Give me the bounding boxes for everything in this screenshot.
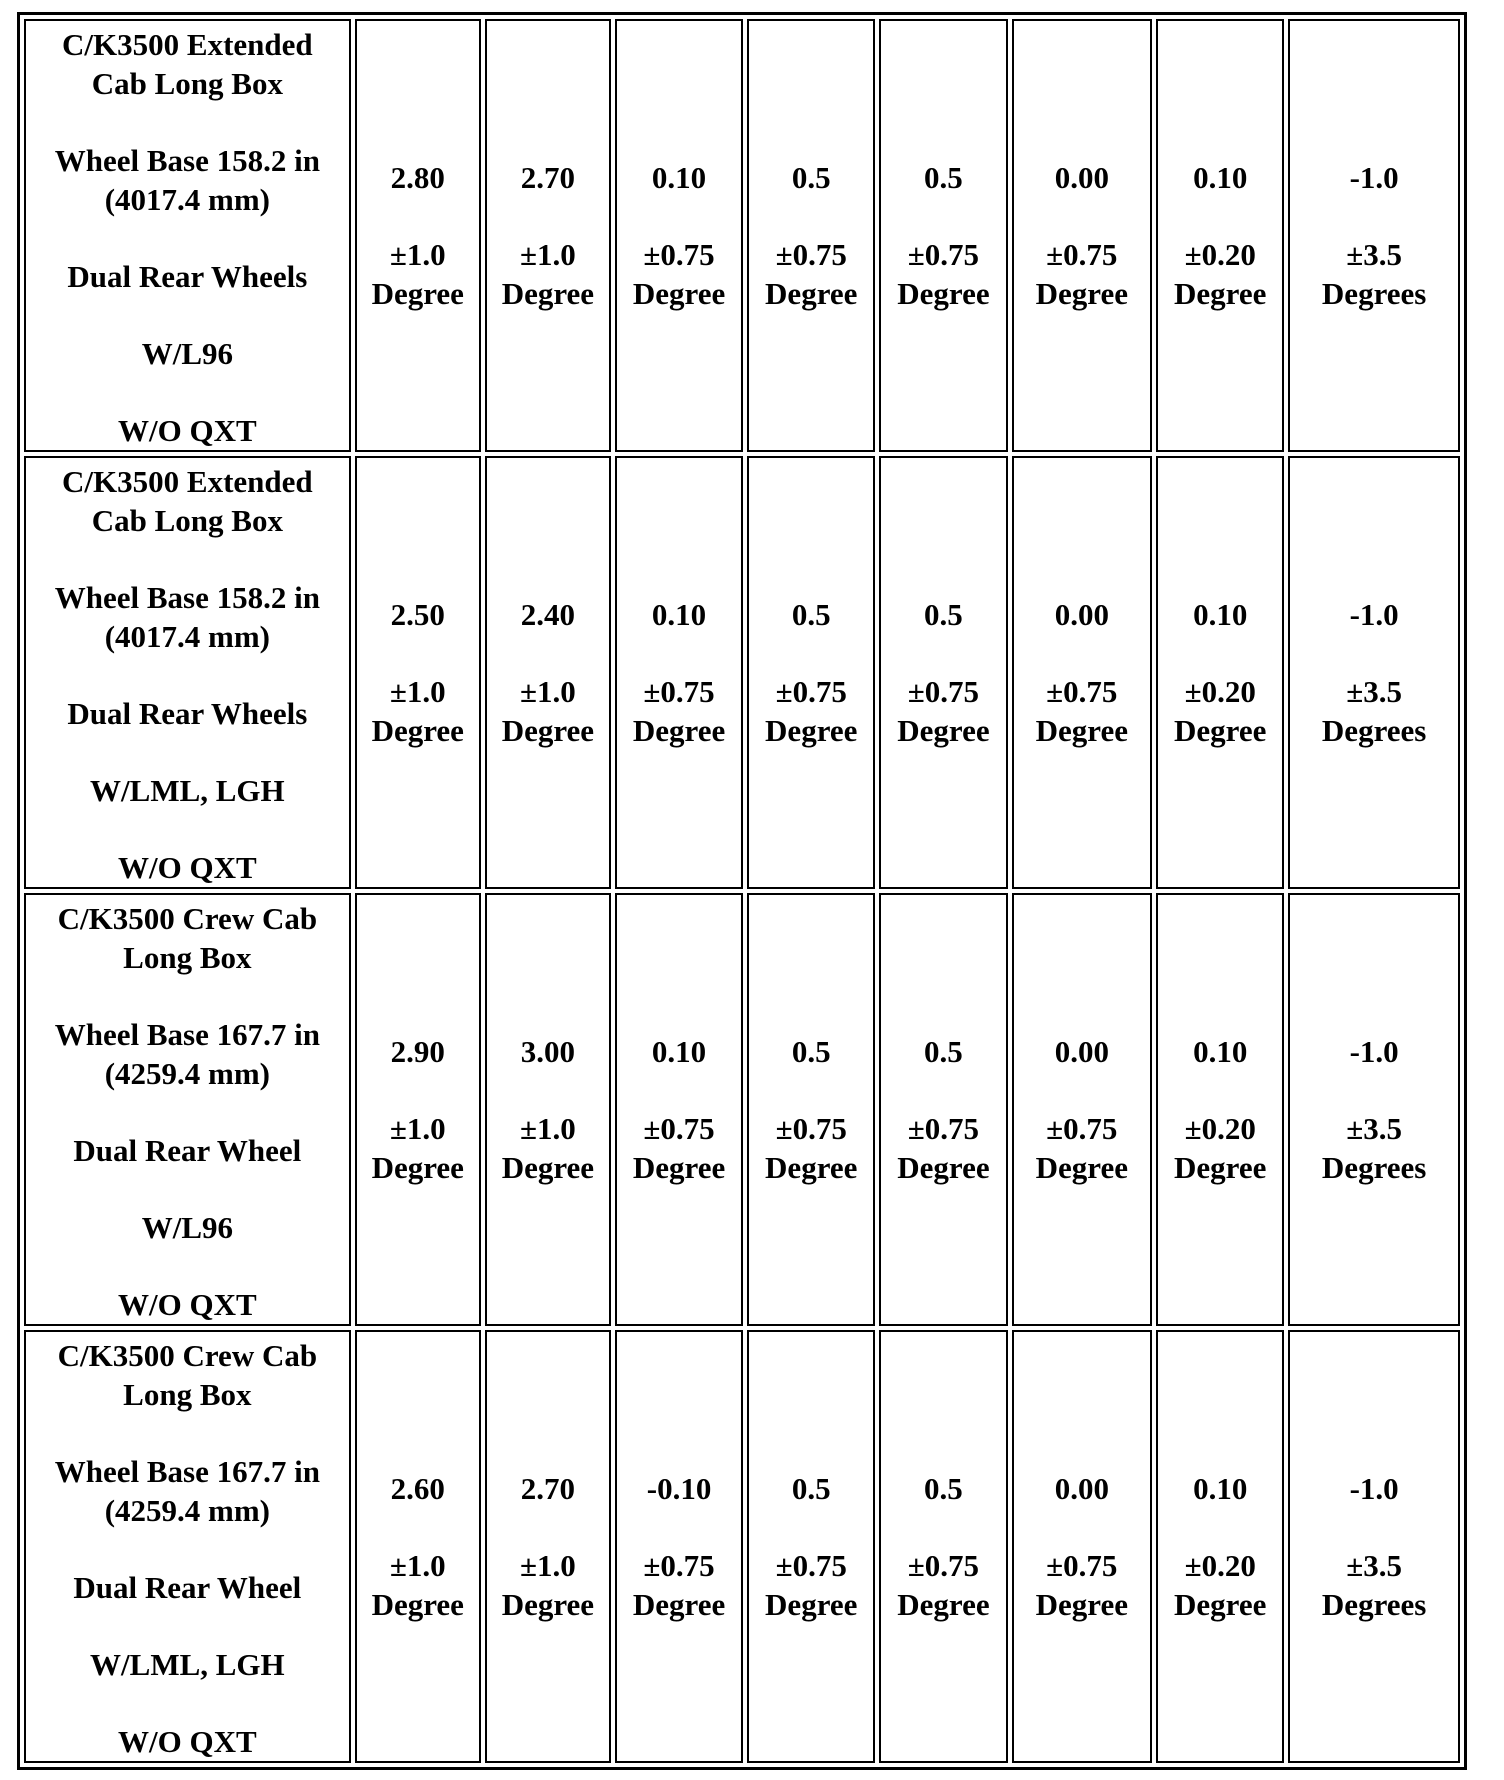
spec-unit: Degree — [371, 1150, 464, 1185]
spec-tolerance: ±3.5 — [1346, 1111, 1403, 1146]
spec-value: 2.40 — [520, 597, 576, 632]
model-cell — [24, 456, 351, 889]
model-title-line: Cab Long Box — [91, 503, 283, 538]
wheelbase-metric-line: (4017.4 mm) — [104, 619, 270, 654]
model-title-line: Cab Long Box — [91, 66, 283, 101]
spec-tolerance: ±0.20 — [1184, 674, 1256, 709]
engine-line: W/LML, LGH — [90, 773, 285, 808]
option-line: W/O QXT — [118, 413, 257, 448]
spec-unit: Degree — [501, 1150, 595, 1185]
spec-cell — [355, 456, 481, 889]
spec-value: 0.5 — [924, 1471, 963, 1506]
spec-value: 0.5 — [924, 597, 963, 632]
spec-tolerance: ±0.75 — [775, 674, 847, 709]
spec-value: 0.5 — [791, 597, 831, 632]
spec-cell — [485, 456, 611, 889]
spec-unit: Degree — [765, 713, 858, 748]
spec-cell — [485, 1330, 611, 1763]
spec-tolerance: ±0.75 — [907, 237, 980, 272]
spec-value: 0.10 — [651, 597, 707, 632]
spec-cell — [485, 19, 611, 452]
spec-tolerance: ±0.75 — [907, 1111, 980, 1146]
spec-cell — [1288, 456, 1460, 889]
spec-tolerance: ±1.0 — [389, 237, 446, 272]
spec-cell — [879, 1330, 1007, 1763]
spec-value: 2.90 — [390, 1034, 445, 1069]
spec-tolerance: ±0.75 — [1046, 237, 1118, 272]
spec-tolerance: ±0.75 — [643, 674, 715, 709]
spec-cell — [747, 1330, 875, 1763]
spec-unit: Degree — [632, 1150, 726, 1185]
spec-unit: Degree — [371, 1587, 464, 1622]
spec-cell — [615, 893, 743, 1326]
spec-value: 2.50 — [390, 597, 445, 632]
spec-value: -1.0 — [1349, 597, 1399, 632]
spec-tolerance: ±0.75 — [775, 1111, 847, 1146]
spec-unit: Degree — [1174, 1150, 1267, 1185]
spec-tolerance: ±0.75 — [907, 674, 980, 709]
spec-unit: Degree — [501, 713, 595, 748]
spec-value: 0.5 — [791, 1034, 831, 1069]
spec-value: -1.0 — [1349, 1034, 1399, 1069]
model-cell — [24, 1330, 351, 1763]
spec-tolerance: ±1.0 — [389, 1111, 446, 1146]
model-title-line: C/K3500 Extended — [62, 464, 313, 499]
spec-tolerance: ±0.75 — [1046, 674, 1118, 709]
spec-value: 2.70 — [520, 160, 576, 195]
spec-value: 0.5 — [924, 160, 963, 195]
spec-cell — [1288, 893, 1460, 1326]
spec-value: 0.10 — [651, 160, 707, 195]
table-row — [24, 19, 1460, 452]
spec-value: 0.5 — [791, 1471, 831, 1506]
spec-cell — [1288, 1330, 1460, 1763]
wheels-line: Dual Rear Wheel — [73, 1133, 302, 1168]
spec-cell — [879, 19, 1007, 452]
spec-unit: Degree — [1174, 1587, 1267, 1622]
model-cell — [24, 893, 351, 1326]
spec-value: 0.10 — [1193, 1471, 1248, 1506]
option-line: W/O QXT — [118, 850, 257, 885]
wheelbase-metric-line: (4259.4 mm) — [104, 1493, 270, 1528]
spec-cell — [1012, 893, 1153, 1326]
spec-tolerance: ±3.5 — [1346, 1548, 1403, 1583]
wheels-line: Dual Rear Wheel — [73, 1570, 302, 1605]
engine-line: W/L96 — [141, 336, 233, 371]
spec-tolerance: ±0.75 — [1046, 1548, 1118, 1583]
spec-tolerance: ±1.0 — [389, 674, 446, 709]
spec-cell — [1156, 456, 1284, 889]
spec-unit: Degree — [897, 1587, 990, 1622]
wheels-line: Dual Rear Wheels — [67, 259, 308, 294]
spec-value: 0.00 — [1054, 1034, 1109, 1069]
spec-value: 2.70 — [520, 1471, 576, 1506]
spec-cell — [879, 456, 1007, 889]
spec-value: 0.5 — [791, 160, 831, 195]
spec-tolerance: ±1.0 — [389, 1548, 446, 1583]
spec-cell — [615, 19, 743, 452]
spec-value: -1.0 — [1349, 1471, 1399, 1506]
model-title-line: C/K3500 Crew Cab — [57, 901, 318, 936]
spec-tolerance: ±1.0 — [520, 1548, 576, 1583]
spec-unit: Degree — [1174, 713, 1267, 748]
spec-value: 0.10 — [651, 1034, 707, 1069]
model-title-line: C/K3500 Crew Cab — [57, 1338, 318, 1373]
wheelbase-line: Wheel Base 167.7 in — [54, 1454, 320, 1489]
spec-unit: Degree — [501, 276, 595, 311]
wheelbase-metric-line: (4259.4 mm) — [104, 1056, 270, 1091]
spec-cell — [355, 19, 481, 452]
spec-value: 0.00 — [1054, 597, 1109, 632]
spec-unit: Degree — [1035, 276, 1128, 311]
spec-cell — [1012, 456, 1153, 889]
spec-unit: Degree — [1174, 276, 1267, 311]
spec-value: 2.80 — [390, 160, 445, 195]
table-row — [24, 1330, 1460, 1763]
wheelbase-line: Wheel Base 167.7 in — [54, 1017, 320, 1052]
spec-cell — [747, 456, 875, 889]
spec-unit: Degrees — [1321, 276, 1427, 311]
spec-value: 0.10 — [1193, 597, 1248, 632]
spec-unit: Degree — [371, 276, 464, 311]
wheelbase-line: Wheel Base 158.2 in — [54, 580, 320, 615]
spec-tolerance: ±0.75 — [775, 237, 847, 272]
spec-cell — [879, 893, 1007, 1326]
engine-line: W/L96 — [141, 1210, 233, 1245]
model-cell — [24, 19, 351, 452]
spec-value: -1.0 — [1349, 160, 1399, 195]
spec-cell — [1156, 893, 1284, 1326]
wheels-line: Dual Rear Wheels — [67, 696, 308, 731]
spec-tolerance: ±0.75 — [907, 1548, 980, 1583]
spec-cell — [355, 1330, 481, 1763]
spec-cell — [1288, 19, 1460, 452]
spec-unit: Degrees — [1321, 1150, 1427, 1185]
table-row — [24, 893, 1460, 1326]
spec-unit: Degree — [632, 276, 726, 311]
model-title-line: Long Box — [123, 940, 252, 975]
spec-unit: Degree — [1035, 1150, 1128, 1185]
spec-value: 0.10 — [1193, 1034, 1248, 1069]
spec-value: 0.00 — [1054, 1471, 1109, 1506]
spec-cell — [485, 893, 611, 1326]
spec-tolerance: ±0.20 — [1184, 1111, 1256, 1146]
option-line: W/O QXT — [118, 1287, 257, 1322]
table-row — [24, 456, 1460, 889]
spec-value: 0.5 — [924, 1034, 963, 1069]
spec-unit: Degree — [632, 713, 726, 748]
spec-tolerance: ±0.75 — [643, 237, 715, 272]
spec-tolerance: ±1.0 — [520, 674, 576, 709]
spec-cell — [1012, 1330, 1153, 1763]
spec-cell — [747, 19, 875, 452]
spec-value: 0.10 — [1193, 160, 1248, 195]
wheelbase-line: Wheel Base 158.2 in — [54, 143, 320, 178]
spec-tolerance: ±0.20 — [1184, 1548, 1256, 1583]
spec-tolerance: ±0.75 — [643, 1111, 715, 1146]
table-body — [24, 19, 1460, 1763]
spec-unit: Degree — [371, 713, 464, 748]
spec-unit: Degree — [1035, 1587, 1128, 1622]
spec-cell — [615, 456, 743, 889]
spec-unit: Degree — [1035, 713, 1128, 748]
engine-line: W/LML, LGH — [90, 1647, 285, 1682]
spec-tolerance: ±0.20 — [1184, 237, 1256, 272]
spec-value: 2.60 — [390, 1471, 445, 1506]
spec-value: -0.10 — [646, 1471, 712, 1506]
spec-unit: Degrees — [1321, 1587, 1427, 1622]
spec-tolerance: ±1.0 — [520, 237, 576, 272]
spec-cell — [615, 1330, 743, 1763]
wheelbase-metric-line: (4017.4 mm) — [104, 182, 270, 217]
spec-tolerance: ±0.75 — [775, 1548, 847, 1583]
spec-unit: Degree — [501, 1587, 595, 1622]
spec-cell — [1012, 19, 1153, 452]
spec-value: 3.00 — [520, 1034, 576, 1069]
spec-cell — [1156, 1330, 1284, 1763]
spec-unit: Degree — [632, 1587, 726, 1622]
spec-tolerance: ±0.75 — [643, 1548, 715, 1583]
spec-value: 0.00 — [1054, 160, 1109, 195]
option-line: W/O QXT — [118, 1724, 257, 1759]
spec-tolerance: ±3.5 — [1346, 674, 1403, 709]
alignment-spec-table — [17, 12, 1467, 1770]
spec-unit: Degree — [897, 713, 990, 748]
spec-tolerance: ±3.5 — [1346, 237, 1403, 272]
spec-unit: Degree — [897, 1150, 990, 1185]
spec-unit: Degree — [897, 276, 990, 311]
spec-cell — [1156, 19, 1284, 452]
spec-tolerance: ±1.0 — [520, 1111, 576, 1146]
model-title-line: C/K3500 Extended — [62, 27, 313, 62]
spec-cell — [355, 893, 481, 1326]
spec-tolerance: ±0.75 — [1046, 1111, 1118, 1146]
spec-unit: Degrees — [1321, 713, 1427, 748]
model-title-line: Long Box — [123, 1377, 252, 1412]
spec-unit: Degree — [765, 1587, 858, 1622]
spec-cell — [747, 893, 875, 1326]
spec-unit: Degree — [765, 1150, 858, 1185]
spec-unit: Degree — [765, 276, 858, 311]
